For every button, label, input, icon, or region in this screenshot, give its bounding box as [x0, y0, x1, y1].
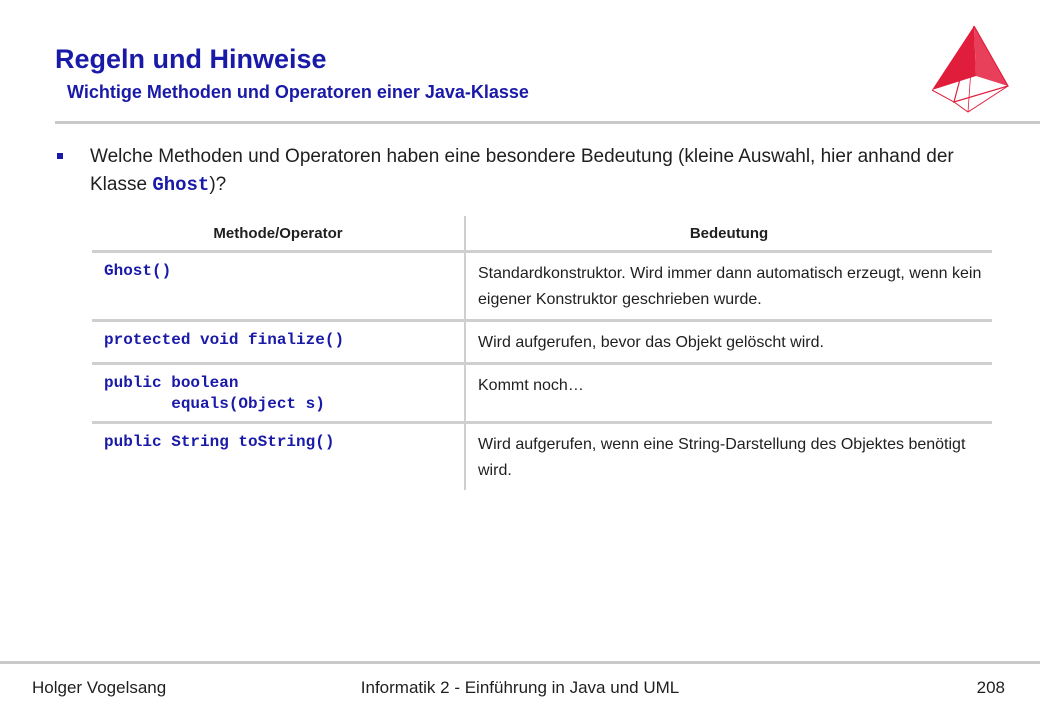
meaning-cell: Standardkonstruktor. Wird immer dann automatisch erzeugt, wenn kein eigener Konstruktor geschrieben wurde. [465, 252, 992, 321]
logo-sail-left [932, 26, 976, 90]
bullet-text-before: Welche Methoden und Operatoren haben eine besondere Bedeutung (kleine Auswahl, hier anhand der Klasse [90, 146, 954, 195]
footer-course: Informatik 2 - Einführung in Java und UML [360, 678, 680, 697]
header-divider [55, 121, 1040, 124]
table-header-row [92, 216, 992, 252]
footer-page-number: 208 [976, 678, 1005, 697]
meaning-cell: Wird aufgerufen, bevor das Objekt gelöscht wird. [465, 321, 992, 364]
methods-table [92, 216, 992, 490]
meaning-cell: Wird aufgerufen, wenn eine String-Darstellung des Objektes benötigt wird. [478, 436, 966, 479]
bullet-text-after: )? [209, 174, 227, 195]
table-row [92, 364, 992, 423]
method-cell: Ghost() [92, 252, 465, 321]
method-cell: public String toString() [92, 423, 465, 491]
footer-author: Holger Vogelsang [32, 678, 167, 697]
column-header-method: Methode/Operator [92, 216, 465, 252]
page-subtitle: Wichtige Methoden und Operatoren einer Java-Klasse [67, 82, 529, 102]
bullet-question [90, 143, 1010, 199]
table-row [92, 252, 992, 321]
bullet-code-ghost: Ghost [152, 174, 210, 196]
table-row [92, 321, 992, 364]
footer-divider [0, 661, 1040, 664]
method-cell: public boolean equals(Object s) [92, 364, 465, 423]
meaning-cell: Kommt noch… [465, 364, 992, 423]
table-row [92, 423, 992, 491]
square-bullet-icon [57, 153, 63, 159]
method-cell: protected void finalize() [92, 321, 465, 364]
university-logo [924, 24, 1016, 116]
page-title: Regeln und Hinweise [55, 44, 327, 74]
column-header-meaning: Bedeutung [465, 216, 992, 252]
